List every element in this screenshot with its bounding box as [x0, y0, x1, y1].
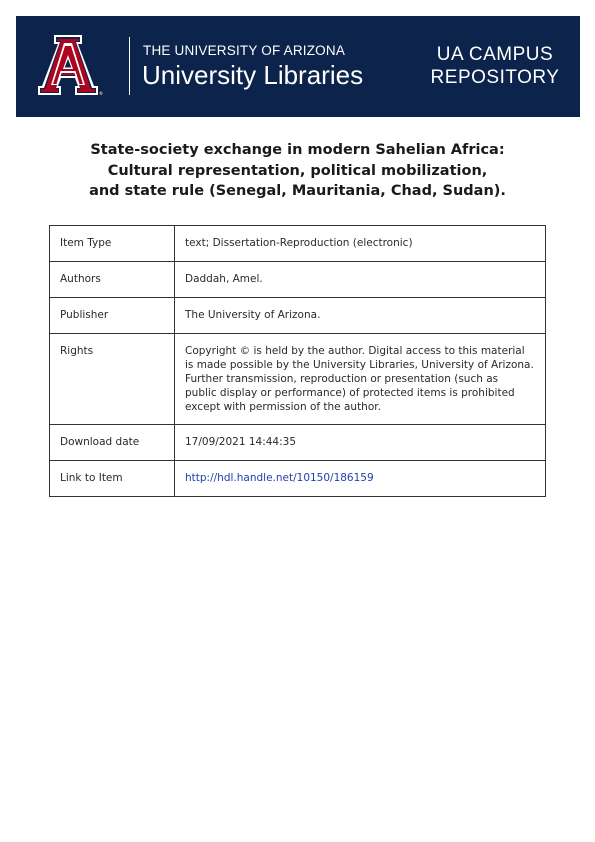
rights-line: Copyright © is held by the author. Digital access to this material — [185, 345, 525, 357]
rights-label: Rights — [50, 334, 175, 425]
repository-banner — [16, 16, 580, 117]
publisher-label: Publisher — [50, 298, 175, 334]
link-cell — [175, 461, 546, 497]
item-type-value: text; Dissertation-Reproduction (electronic) — [175, 226, 546, 262]
table-row-link — [50, 461, 546, 497]
item-type-label: Item Type — [50, 226, 175, 262]
rights-line: Further transmission, reproduction or presentation (such as — [185, 373, 499, 385]
table-row-rights — [50, 334, 546, 425]
rights-value — [175, 334, 546, 425]
authors-value: Daddah, Amel. — [175, 262, 546, 298]
download-date-value: 17/09/2021 14:44:35 — [175, 425, 546, 461]
item-handle-link[interactable]: http://hdl.handle.net/10150/186159 — [185, 472, 374, 484]
rights-line: except with permission of the author. — [185, 401, 381, 413]
rights-line: public display or performance) of protected items is prohibited — [185, 387, 515, 399]
university-of-arizona-logo — [34, 35, 102, 97]
repository-label-line-2: REPOSITORY — [430, 67, 560, 88]
banner-divider — [129, 37, 130, 95]
authors-label: Authors — [50, 262, 175, 298]
table-row-authors — [50, 262, 546, 298]
rights-line: is made possible by the University Libraries, University of Arizona. — [185, 359, 534, 371]
table-row-publisher — [50, 298, 546, 334]
link-label: Link to Item — [50, 461, 175, 497]
title-line: Cultural representation, political mobilization, — [107, 162, 488, 179]
libraries-name: University Libraries — [142, 60, 364, 90]
title-line: State-society exchange in modern Sahelian Africa: — [90, 142, 505, 158]
metadata-table — [49, 225, 546, 497]
repository-label-line-1: UA CAMPUS — [436, 44, 554, 65]
table-row-download-date — [50, 425, 546, 461]
publisher-value: The University of Arizona. — [175, 298, 546, 334]
table-row-item-type — [50, 226, 546, 262]
download-date-label: Download date — [50, 425, 175, 461]
title-line: and state rule (Senegal, Mauritania, Chad, Sudan). — [89, 183, 506, 199]
svg-text:®: ® — [99, 91, 103, 96]
document-title — [40, 140, 555, 202]
university-name: THE UNIVERSITY OF ARIZONA — [143, 43, 346, 58]
